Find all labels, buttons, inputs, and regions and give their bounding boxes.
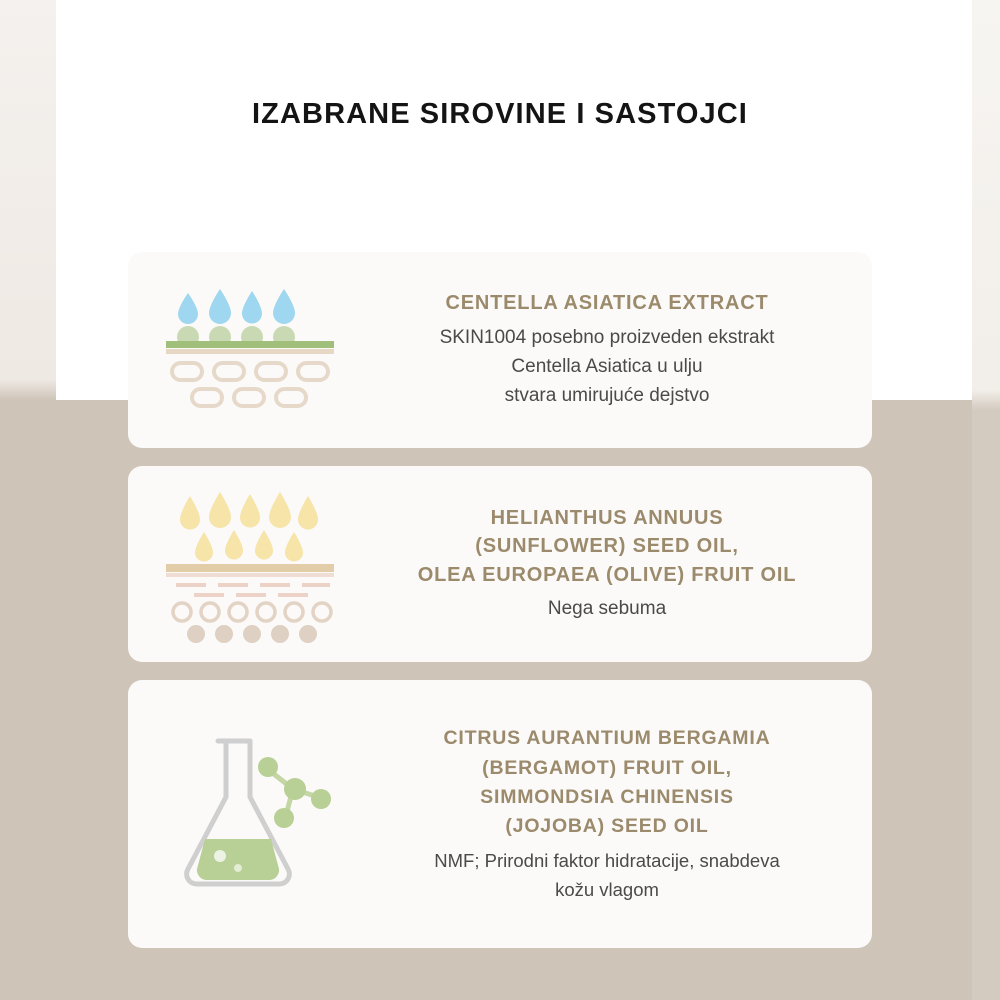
ingredient-description: Nega sebuma [547,598,667,620]
water-drops-skin-layers-icon [158,275,348,425]
heading-line: SIMMONDSIA CHINENSIS [480,785,734,808]
description-line: Centella Asiatica u ulju [511,355,703,377]
ingredient-card-list [128,252,872,966]
page-title: IZABRANE SIROVINE I SASTOJCI [252,98,748,130]
flask-molecule-icon [158,719,348,909]
ingredient-heading [378,724,836,841]
heading-line: CITRUS AURANTIUM BERGAMIA [443,727,771,750]
heading-line: (SUNFLOWER) SEED OIL, [475,535,739,558]
ingredient-card [128,466,872,662]
ingredient-description [378,847,836,903]
ingredient-card [128,252,872,448]
description-line: kožu vlagom [555,878,659,900]
card-text-wrapper [378,504,872,624]
ingredient-card [128,680,872,948]
oil-drops-skin-layers-icon [158,484,348,644]
description-line: stvara umirujuće dejstvo [504,384,710,406]
heading-line: HELIANTHUS ANNUUS [490,506,724,529]
card-icon-wrapper [128,484,378,644]
background-left-strip [0,0,56,1000]
heading-line: (BERGAMOT) FRUIT OIL, [482,756,732,779]
card-text-wrapper [378,289,872,410]
ingredient-description [378,324,836,411]
background-right-strip [972,0,1000,1000]
card-text-wrapper [378,724,872,903]
description-line: SKIN1004 posebno proizveden ekstrakt [439,326,775,348]
ingredient-heading: CENTELLA ASIATICA EXTRACT [445,292,769,315]
heading-line: (JOJOBA) SEED OIL [505,815,709,838]
card-icon-wrapper [128,719,378,909]
description-line: NMF; Prirodni faktor hidratacije, snabdeva [434,850,780,872]
card-icon-wrapper [128,275,378,425]
heading-line: OLEA EUROPAEA (OLIVE) FRUIT OIL [417,563,797,586]
ingredient-heading [378,504,836,589]
